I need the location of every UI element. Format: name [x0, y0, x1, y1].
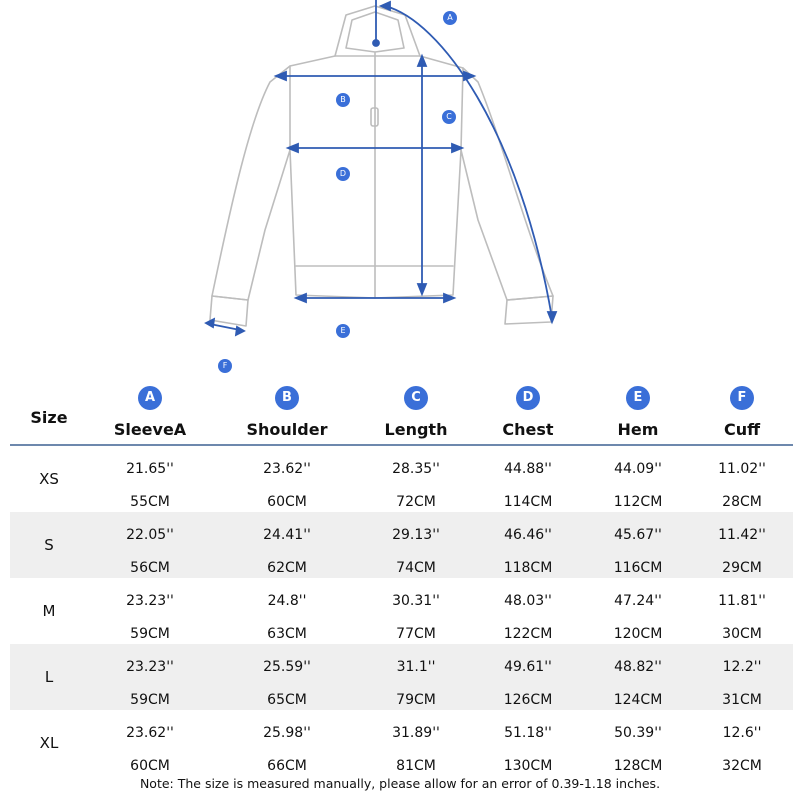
- cell-sleeve: [98, 512, 202, 578]
- value-inches: 50.39'': [614, 725, 662, 741]
- size-label: M: [42, 602, 56, 620]
- value-inches: 44.09'': [614, 461, 662, 477]
- value-cm: 120CM: [613, 626, 663, 642]
- value-inches: 31.89'': [392, 725, 440, 741]
- value-cm: 130CM: [503, 758, 553, 774]
- cell-sleeve: [98, 710, 202, 776]
- value-cm: 124CM: [613, 692, 663, 708]
- value-cm: 114CM: [503, 494, 553, 510]
- table-row-m: [10, 578, 793, 644]
- value-inches: 25.98'': [263, 725, 311, 741]
- cell-shoulder: [232, 446, 342, 512]
- value-inches: 21.65'': [126, 461, 174, 477]
- value-inches: 12.6'': [722, 725, 762, 741]
- cell-cuff: [690, 644, 794, 710]
- cell-cuff: [690, 710, 794, 776]
- value-inches: 23.23'': [126, 659, 174, 675]
- column-header-hem: [586, 380, 690, 444]
- value-cm: 59CM: [130, 626, 170, 642]
- size-column-header: Size: [30, 408, 68, 427]
- column-header-cuff: [690, 380, 794, 444]
- value-cm: 63CM: [267, 626, 307, 642]
- column-header-length: [364, 380, 468, 444]
- column-label: Hem: [617, 420, 659, 439]
- marker-d: D: [336, 167, 350, 181]
- value-cm: 30CM: [722, 626, 762, 642]
- cell-cuff: [690, 446, 794, 512]
- cell-cuff: [690, 578, 794, 644]
- marker-e: E: [336, 324, 350, 338]
- cell-chest: [476, 710, 580, 776]
- marker-c: C: [442, 110, 456, 124]
- value-cm: 60CM: [267, 494, 307, 510]
- column-badge-c: C: [404, 386, 428, 410]
- column-badge-e: E: [626, 386, 650, 410]
- value-cm: 118CM: [503, 560, 553, 576]
- cell-hem: [586, 710, 690, 776]
- value-cm: 126CM: [503, 692, 553, 708]
- column-header-chest: [476, 380, 580, 444]
- column-badge-a: A: [138, 386, 162, 410]
- value-cm: 112CM: [613, 494, 663, 510]
- size-label: XS: [39, 470, 59, 488]
- cell-hem: [586, 644, 690, 710]
- value-inches: 47.24'': [614, 593, 662, 609]
- marker-b: B: [336, 93, 350, 107]
- value-inches: 31.1'': [396, 659, 436, 675]
- column-label: Length: [384, 420, 448, 439]
- column-badge-b: B: [275, 386, 299, 410]
- value-cm: 65CM: [267, 692, 307, 708]
- size-label: XL: [39, 734, 59, 752]
- measurement-note: Note: The size is measured manually, please allow for an error of 0.39-1.18 inches.: [139, 776, 661, 791]
- value-inches: 24.41'': [263, 527, 311, 543]
- value-cm: 128CM: [613, 758, 663, 774]
- cell-shoulder: [232, 578, 342, 644]
- value-cm: 74CM: [396, 560, 436, 576]
- table-row-s: [10, 512, 793, 578]
- value-cm: 55CM: [130, 494, 170, 510]
- value-cm: 122CM: [503, 626, 553, 642]
- cell-shoulder: [232, 644, 342, 710]
- value-inches: 23.62'': [126, 725, 174, 741]
- size-label: L: [44, 668, 54, 686]
- value-cm: 116CM: [613, 560, 663, 576]
- value-cm: 59CM: [130, 692, 170, 708]
- value-cm: 66CM: [267, 758, 307, 774]
- marker-a: A: [443, 11, 457, 25]
- cell-length: [364, 446, 468, 512]
- jacket-measurement-diagram: [0, 0, 800, 380]
- cell-chest: [476, 578, 580, 644]
- cell-shoulder: [232, 710, 342, 776]
- cell-cuff: [690, 512, 794, 578]
- table-row-xl: [10, 710, 793, 776]
- value-inches: 28.35'': [392, 461, 440, 477]
- value-inches: 23.23'': [126, 593, 174, 609]
- value-cm: 72CM: [396, 494, 436, 510]
- value-inches: 45.67'': [614, 527, 662, 543]
- value-inches: 48.03'': [504, 593, 552, 609]
- value-cm: 81CM: [396, 758, 436, 774]
- column-label: Cuff: [723, 420, 761, 439]
- cell-sleeve: [98, 578, 202, 644]
- cell-sleeve: [98, 644, 202, 710]
- value-cm: 31CM: [722, 692, 762, 708]
- value-inches: 11.81'': [718, 593, 766, 609]
- value-inches: 46.46'': [504, 527, 552, 543]
- cell-sleeve: [98, 446, 202, 512]
- jacket-outline-illustration: [0, 0, 800, 380]
- column-label: Shoulder: [246, 420, 328, 439]
- value-inches: 12.2'': [722, 659, 762, 675]
- cell-length: [364, 710, 468, 776]
- cell-length: [364, 644, 468, 710]
- value-inches: 49.61'': [504, 659, 552, 675]
- column-badge-d: D: [516, 386, 540, 410]
- column-header-sleeve: [98, 380, 202, 444]
- value-inches: 30.31'': [392, 593, 440, 609]
- value-inches: 25.59'': [263, 659, 311, 675]
- column-label: Chest: [502, 420, 554, 439]
- cell-hem: [586, 446, 690, 512]
- value-inches: 11.02'': [718, 461, 766, 477]
- table-header-row: [10, 380, 793, 446]
- value-cm: 56CM: [130, 560, 170, 576]
- value-inches: 24.8'': [267, 593, 307, 609]
- value-inches: 44.88'': [504, 461, 552, 477]
- value-cm: 77CM: [396, 626, 436, 642]
- size-chart-table: [10, 380, 793, 776]
- cell-length: [364, 578, 468, 644]
- value-inches: 23.62'': [263, 461, 311, 477]
- value-inches: 22.05'': [126, 527, 174, 543]
- cell-length: [364, 512, 468, 578]
- value-inches: 11.42'': [718, 527, 766, 543]
- cell-hem: [586, 578, 690, 644]
- value-cm: 28CM: [722, 494, 762, 510]
- value-cm: 79CM: [396, 692, 436, 708]
- cell-hem: [586, 512, 690, 578]
- cell-chest: [476, 446, 580, 512]
- table-row-l: [10, 644, 793, 710]
- size-label: S: [44, 536, 54, 554]
- value-cm: 62CM: [267, 560, 307, 576]
- value-inches: 29.13'': [392, 527, 440, 543]
- cell-chest: [476, 644, 580, 710]
- value-cm: 60CM: [130, 758, 170, 774]
- value-cm: 32CM: [722, 758, 762, 774]
- table-row-xs: [10, 446, 793, 512]
- cell-chest: [476, 512, 580, 578]
- column-badge-f: F: [730, 386, 754, 410]
- column-header-shoulder: [232, 380, 342, 444]
- cell-shoulder: [232, 512, 342, 578]
- value-cm: 29CM: [722, 560, 762, 576]
- value-inches: 51.18'': [504, 725, 552, 741]
- column-label: SleeveA: [113, 420, 187, 439]
- marker-f: F: [218, 359, 232, 373]
- value-inches: 48.82'': [614, 659, 662, 675]
